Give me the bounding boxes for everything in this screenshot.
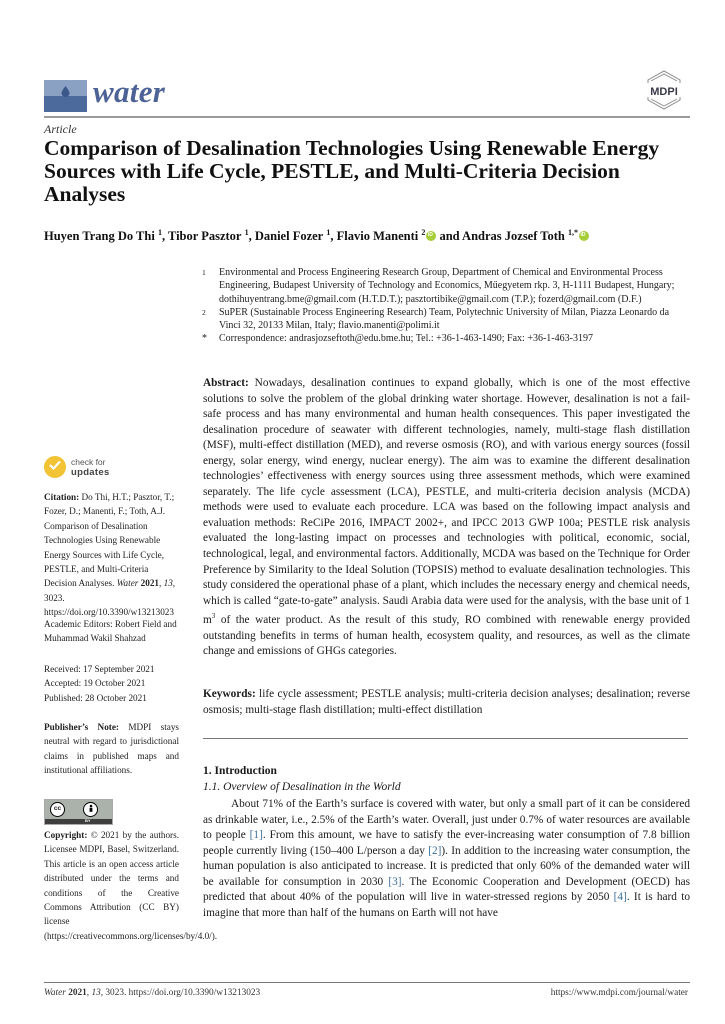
footer-divider [44, 982, 690, 983]
intro-paragraph: About 71% of the Earth’s surface is covered with water, but only a small part of it can be considered as drinkable water, i.e., 2.5% of the Earth’s water. Overall, just under 0.7% of water resources are available to people [1]. From this amount, we have to satisfy the ever-increasing water consumption of 7.8 billion people currently living (150–400 L/person a day [2]). In addition to the increasing water consumption, the human population is also anticipated to increase. It is predicted that only 60% of the demanded water will be available for consumption in 2030 [3]. The Economic Cooperation and Development (OECD) has predicted that about 40% of the population will live in water-stressed regions by 2050 [4]. It is hard to imagine that more than half of the humans on Earth will not have [203, 798, 691, 919]
author-name[interactable]: Huyen Trang Do Thi [44, 229, 155, 244]
affiliations [202, 266, 692, 346]
abstract: Abstract: Nowadays, desalination continues to expand globally, which is one of the most effective solutions to solve the problem of the global drinking water shortage. However, desalination is not a fail-safe process and has many environmental and human health consequences. This paper investigated the desalination procedure of seawater with different technologies, namely, multi-stage flash distillation (MSF), multi-effect distillation (MED), and reverse osmosis (RO), and with various energy sources (fossil energy, solar energy, wind energy, nuclear energy). The aim was to examine the different desalination technologies’ effectiveness with energy sources using three assessment methods, which were examined separately. The life cycle assessment (LCA), PESTLE, and multi-criteria decision analysis (MCDA) methods were used to evaluate each procedure. LCA was based on the following impact analysis and evaluation methods: ReCiPe 2016, IMPACT 2002+, and IPCC 2013 GWP 100a; PESTLE risk analysis evaluated the long-lasting impact on processes and technologies with political, economic, social, technological, legal, and environmental factors. Additionally, MCDA was based on the Technique for Order Preference by Similarity to the Ideal Solution (TOPSIS) method to evaluate desalination technologies. This study considered the operational phase of a plant, which includes the necessary energy and chemical needs, which is called “gate-to-gate” analysis. Saudi Arabia data were used for the analysis, with the base unit of 1 $m^3$ of the water product. As the result of this study, RO combined with renewable energy provided outstanding benefits in terms of human health, ecosystem quality, and resources, as well as the climate change and emissions of GHGs categories. [203, 377, 690, 658]
received-date: Received: 17 September 2021 [44, 664, 155, 674]
published-date: Published: 28 October 2021 [44, 692, 147, 703]
affil-marker: 1,* [567, 228, 578, 237]
author-name[interactable]: Tibor Pasztor [167, 229, 242, 244]
academic-editors: Academic Editors: Robert Field and Muhammad Wakil Shahzad [44, 619, 177, 644]
affil-marker: 1 [326, 228, 331, 237]
orcid-icon[interactable] [579, 231, 589, 241]
abstract-label: Abstract: [203, 377, 249, 389]
author-name[interactable]: Daniel Fozer [254, 229, 324, 244]
affiliation-item: 2 SuPER (Sustainable Process Engineering Research) Team, Polytechnic University of Milan, Piazza Leonardo da Vinci 32, 20133 Milan, Italy; flavio.manenti@polimi.it [202, 306, 670, 332]
keywords: Keywords: life cycle assessment; PESTLE analysis; multi-criteria decision analyses; desalination; reverse osmosis; multi-stage flash distillation; multi-effect distillation [203, 688, 690, 716]
header-divider [44, 116, 690, 118]
reference-link[interactable]: [3] [388, 875, 402, 888]
journal-url-link[interactable]: https://www.mdpi.com/journal/water [550, 988, 688, 998]
attribution-person-icon [83, 802, 98, 817]
check-for-updates-button[interactable]: check for updates [44, 456, 144, 482]
footer-citation: Water 2021, 13, 3023. https://doi.org/10.3390/w13213023 [44, 988, 261, 998]
correspondence: * Correspondence: andrasjozseftoth@edu.bme.hu; Tel.: +36-1-463-1490; Fax: +36-1-463-3197 [202, 333, 593, 345]
footer-doi-link[interactable]: , 3023. https://doi.org/10.3390/w13213023 [100, 988, 261, 998]
article-type: Article [44, 122, 77, 136]
copyright-notice: Copyright: © 2021 by the authors. Licensee MDPI, Basel, Switzerland. This article is an open access article distributed under the terms and conditions of the Creative Commons Attribution (CC BY) license (https://creativecommons.org/licenses/by/4.0/). [44, 830, 218, 941]
doi-link[interactable]: , 3023. https://doi.org/10.3390/w13213023 [44, 578, 176, 618]
author-name[interactable]: Flavio Manenti [336, 229, 419, 244]
author-list: Huyen Trang Do Thi $^1$, Tibor Pasztor $^1$, Daniel Fozer $^1$, Flavio Manenti $^2$ iD and Andras Jozsef Toth $^{1,*}$iD [44, 228, 589, 244]
publication-dates [44, 662, 179, 705]
reference-link[interactable]: [4] [613, 891, 627, 904]
accepted-date: Accepted: 19 October 2021 [44, 678, 146, 689]
subsection-heading: 1.1. Overview of Desalination in the World [203, 781, 401, 793]
affil-marker: 1 [244, 228, 249, 237]
cc-by-license-badge[interactable]: cc BY [44, 799, 113, 825]
journal-header [44, 74, 690, 114]
author-name[interactable]: Andras Jozsef Toth [462, 229, 565, 244]
cc-icon: cc [50, 802, 65, 817]
reference-link[interactable]: [1] [249, 829, 263, 842]
reference-link[interactable]: [2] [428, 844, 442, 857]
keywords-label: Keywords: [203, 688, 256, 700]
section-heading: 1. Introduction [203, 765, 277, 777]
water-drop-icon [61, 86, 70, 97]
citation: Citation: Do Thi, H.T.; Pasztor, T.; Fozer, D.; Manenti, F.; Toth, A.J. Comparison of Desalination Technologies Using Renewable Energy Sources with Life Cycle, PESTLE, and Multi-Criteria Decision Analyses. Water 2021, 13, 3023. https://doi.org/10.3390/w13213023 [44, 492, 176, 618]
affil-marker: 1 [157, 228, 162, 237]
article-title: Comparison of Desalination Technologies Using Renewable Energy Sources with Life Cycle, PESTLE, and Multi-Criteria Decision Analyses [44, 136, 660, 206]
journal-name: water [93, 74, 166, 109]
orcid-icon[interactable] [426, 231, 436, 241]
affil-marker: 2 [421, 228, 426, 237]
check-updates-icon [44, 456, 66, 478]
journal-logo[interactable] [44, 80, 87, 112]
svg-text:MDPI: MDPI [650, 86, 678, 98]
mdpi-logo-icon[interactable] [644, 69, 684, 111]
affiliation-item: 1 Environmental and Process Engineering Research Group, Department of Chemical and Environmental Process Engineering, Budapest University of Technology and Economics, Műegyetem rkp. 3, H-1111 Budapest, Hungary; dothihuyentrang.bme@gmail.com (H.T.D.T.); pasztortibike@gmail.com (T.P.); fozerd@gmail.com (D.F.) [202, 267, 675, 305]
publisher-note: Publisher’s Note: MDPI stays neutral with regard to jurisdictional claims in published maps and institutional affiliations. [44, 722, 179, 776]
section-divider [203, 738, 688, 739]
